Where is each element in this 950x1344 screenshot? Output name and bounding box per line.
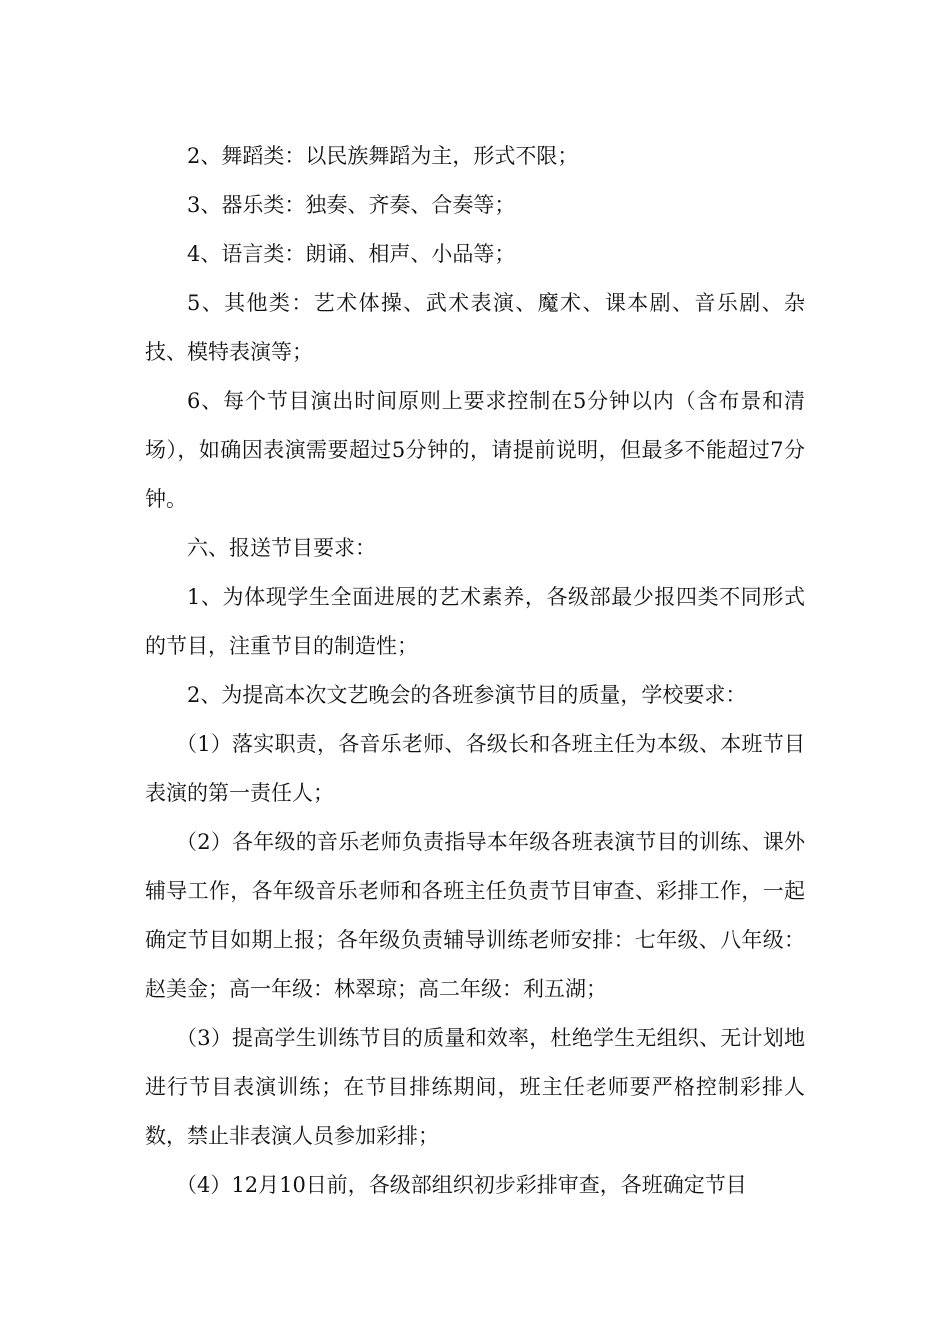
- document-body: [145, 132, 805, 1210]
- paragraph-other: 5、其他类：艺术体操、武术表演、魔术、课本剧、音乐剧、杂技、模特表演等；: [145, 291, 805, 364]
- paragraph-requirement-1: 1、为体现学生全面进展的艺术素养，各级部最少报四类不同形式的节目，注重节目的制造性；: [145, 585, 805, 658]
- paragraph-language: 4、语言类：朗诵、相声、小品等；: [187, 242, 516, 266]
- paragraph-requirement-2: 2、为提高本次文艺晚会的各班参演节目的质量，学校要求：: [187, 683, 747, 707]
- paragraph-instrumental: 3、器乐类：独奏、齐奏、合奏等；: [187, 193, 516, 217]
- section-heading-submission: 六、报送节目要求：: [187, 536, 376, 560]
- paragraph-time-limit: 6、每个节目演出时间原则上要求控制在5分钟以内（含布景和清场），如确因表演需要超过5分钟的，请提前说明，但最多不能超过7分钟。: [145, 389, 805, 511]
- paragraph-sub-4: （4）12月10日前，各级部组织初步彩排审查，各班确定节目: [176, 1173, 747, 1197]
- paragraph-dance: 2、舞蹈类：以民族舞蹈为主，形式不限；: [187, 144, 579, 168]
- paragraph-sub-3: （3）提高学生训练节目的质量和效率，杜绝学生无组织、无计划地进行节目表演训练；在节目排练期间，班主任老师要严格控制彩排人数，禁止非表演人员参加彩排；: [145, 1026, 805, 1148]
- paragraph-sub-2: （2）各年级的音乐老师负责指导本年级各班表演节目的训练、课外辅导工作，各年级音乐老师和各班主任负责节目审查、彩排工作，一起确定节目如期上报；各年级负责辅导训练老师安排：七年级、八年级：赵美金；高一年级：林翠琼；高二年级：利五湖；: [145, 830, 805, 1001]
- paragraph-sub-1: （1）落实职责，各音乐老师、各级长和各班主任为本级、本班节目表演的第一责任人；: [145, 732, 805, 805]
